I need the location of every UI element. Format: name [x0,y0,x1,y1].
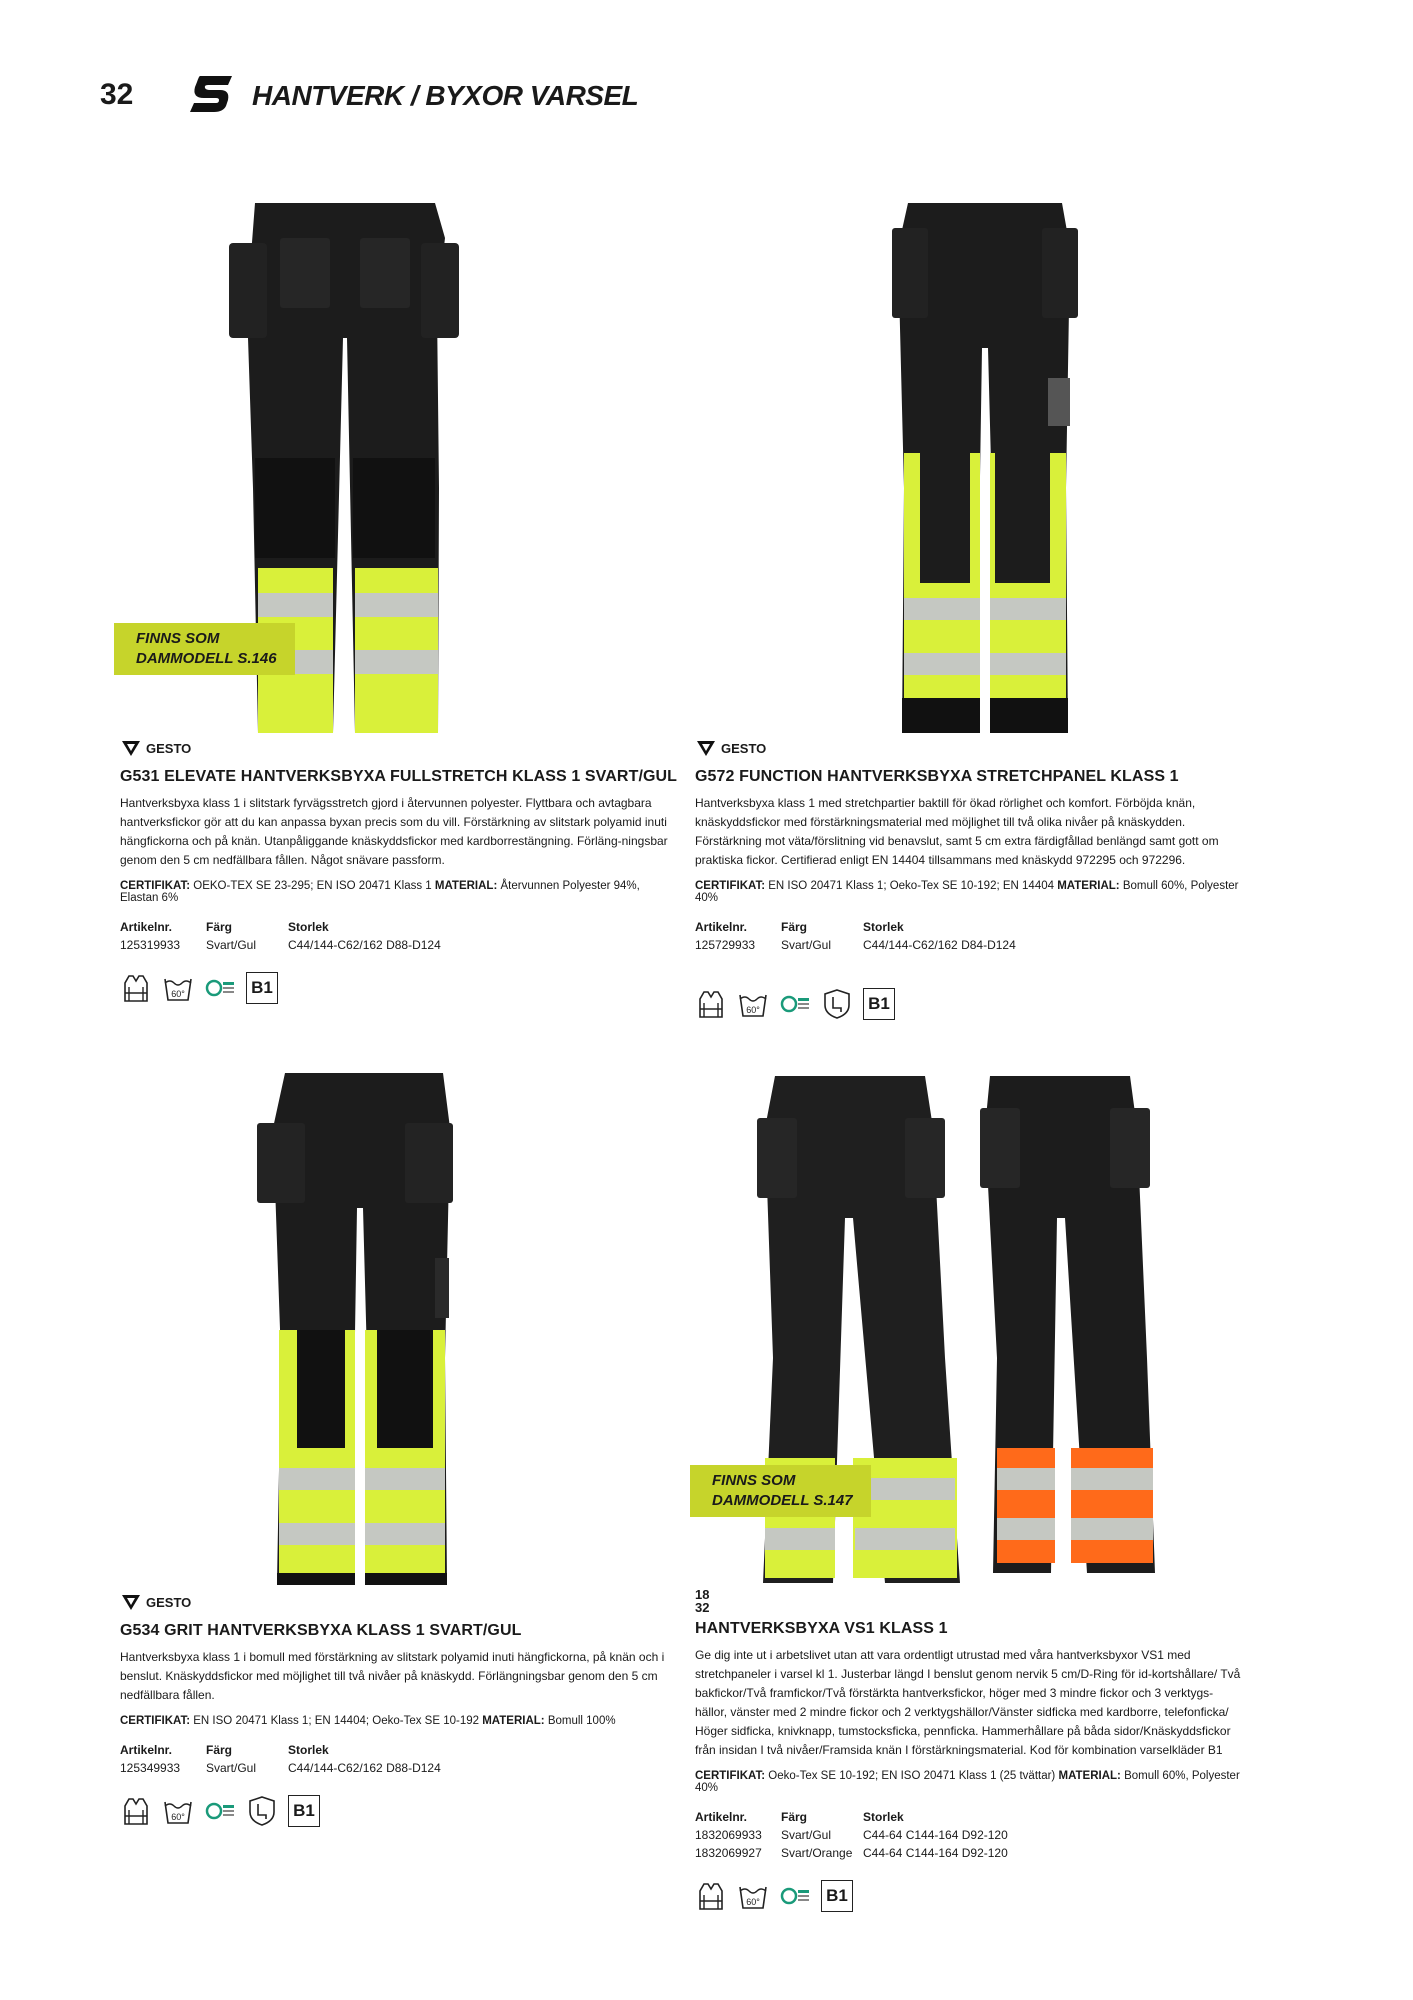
product-description: Hantverksbyxa klass 1 med stretchpartier baktill för ökad rörlighet och komfort. Förböjda knän, knäskyddsfickor med förstärkningsmaterial med möjlighet till två olika nivåer på knäskydden. Förstärkning mot väta/förslitning vid benavslut, samt 5 cm extra färdigfållad benlängd samt gott om praktiska fickor. Certifierad enligt EN 14404 tillsammans med knäskydd 972295 och 972296. [695,796,1219,867]
svg-text:60°: 60° [746,1897,760,1907]
product-description: Ge dig inte ut i arbetslivet utan att vara ordentligt utrustad med våra hantverksbyxor VS1 med stretchpaneler i varsel kl 1. Justerbar längd I benslut genom nervik 5 cm/D-Ring för id-kortshållare/ Två bakfickor/Två framfickor/Två förstärkta hantverksfickor, höger med 3 mindre fickor och 3 verktygs-hällor, vänster med 2 mindre fickor och 2 verktygshällor/Vänster sidficka med kardborre, telefonficka/ Höger sidficka, knivknapp, tumstocksficka, pennficka. Hammerhållare på båda sidor/Knäskyddsfickor från insidan I två nivåer/Framsida knän I förstärkningsmaterial. Kod för kombination varselkläder B1 [695,1648,1241,1757]
size-value: C44/144-C62/162 D88-D124 [288,1761,441,1775]
product-title: G572 FUNCTION HANTVERKSBYXA STRETCHPANEL KLASS 1 [695,768,1179,785]
combination-code-badge: B1 [246,972,278,1004]
product-image-g534 [255,1068,465,1588]
size-value: C44-64 C144-164 D92-120 [863,1828,1008,1842]
spec-header-color: Färg [206,1743,233,1757]
brand-label [695,738,1255,758]
knee-protection-icon [821,988,853,1020]
spec-header-color: Färg [781,920,808,934]
spec-header-size: Storlek [863,1810,904,1824]
page-title: HANTVERK / BYXOR VARSEL [252,80,639,111]
svg-text:60°: 60° [746,1005,760,1015]
color-value: Svart/Gul [781,938,832,952]
brand-line: 32 [695,1600,710,1615]
spec-header-article: Artikelnr. [695,1810,748,1824]
brand-line: 18 [695,1587,710,1602]
certification-icons [695,988,1255,1020]
spec-header-size: Storlek [863,920,904,934]
page-number: 32 [100,78,134,111]
spec-header-color: Färg [781,1810,808,1824]
brand-logo-icon [188,74,234,119]
spec-table [120,918,680,954]
gesto-logo-icon [120,739,142,757]
product-title: G531 ELEVATE HANTVERKSBYXA FULLSTRETCH KLASS 1 SVART/GUL [120,768,678,785]
oeko-tex-icon [204,1795,236,1827]
spec-header-article: Artikelnr. [120,1743,173,1757]
spec-header-color: Färg [206,920,233,934]
knee-protection-icon [246,1795,278,1827]
womens-model-badge: FINNS SOM DAMMODELL S.147 [690,1465,871,1517]
oeko-tex-icon [204,972,236,1004]
product-description: Hantverksbyxa klass 1 i slitstark fyrvägsstretch gjord i återvunnen polyester. Flyttbara och avtagbara hantverksfickor gör att du kan anpassa byxan precis som du vill. Förstärkning av slitstark polyamid inuti hängfickorna och på knän. Utanpåliggande knäskyddsfickor med kardborrestängning. Förläng-ningsbar genom den 5 cm nedfällbara fållen. Något snävare passform. [120,796,668,867]
spec-table [120,1741,680,1777]
certificate-line: CERTIFIKAT: Oeko-Tex SE 10-192; EN ISO 20471 Klass 1 (25 tvättar) MATERIAL: Bomull 60%, Polyester 40% [695,1770,1240,1794]
svg-text:60°: 60° [171,989,185,999]
womens-model-badge: FINNS SOM DAMMODELL S.146 [114,623,295,675]
combination-code-badge: B1 [863,988,895,1020]
gesto-logo-icon [695,739,717,757]
brand-name: GESTO [146,740,192,756]
size-value: C44/144-C62/162 D84-D124 [863,938,1016,952]
article-number: 125729933 [695,938,756,952]
article-number: 125319933 [120,938,181,952]
hi-vis-vest-icon [120,1795,152,1827]
product-card [120,1592,680,1827]
certification-icons [120,1795,680,1827]
article-number: 125349933 [120,1761,181,1775]
brand-label [695,1588,1255,1616]
oeko-tex-icon [779,1880,811,1912]
product-image-g572 [880,198,1090,733]
spec-table [695,918,1255,954]
brand-label [120,1592,680,1612]
spec-table [695,1808,1255,1862]
size-value: C44/144-C62/162 D88-D124 [288,938,441,952]
color-value: Svart/Orange [781,1846,853,1860]
article-number: 1832069927 [695,1846,762,1860]
combination-code-badge: B1 [288,1795,320,1827]
color-value: Svart/Gul [206,938,257,952]
spec-header-article: Artikelnr. [695,920,748,934]
brand-label [120,738,680,758]
gesto-logo-icon [120,1593,142,1611]
combination-code-badge: B1 [821,1880,853,1912]
certification-icons [120,972,680,1004]
certificate-line: CERTIFIKAT: EN ISO 20471 Klass 1; Oeko-Tex SE 10-192; EN 14404 MATERIAL: Bomull 60%, Polyester 40% [695,880,1239,904]
wash-60-icon [162,972,194,1004]
wash-60-icon [737,988,769,1020]
article-number: 1832069933 [695,1828,762,1842]
oeko-tex-icon [779,988,811,1020]
spec-header-article: Artikelnr. [120,920,173,934]
brand-name: GESTO [146,1594,192,1610]
product-description: Hantverksbyxa klass 1 i bomull med förstärkning av slitstark polyamid inuti hängfickorna, på knän och i benslut. Knäskyddsfickor med möjlighet till två nivåer på knäskydd. Förlängningsbar genom den 5 cm nedfällbara fållen. [120,1650,665,1702]
certificate-line: CERTIFIKAT: EN ISO 20471 Klass 1; EN 14404; Oeko-Tex SE 10-192 MATERIAL: Bomull 100% [120,1715,616,1727]
spec-header-size: Storlek [288,1743,329,1757]
color-value: Svart/Gul [206,1761,257,1775]
certification-icons [695,1880,1255,1912]
hi-vis-vest-icon [695,988,727,1020]
product-title: G534 GRIT HANTVERKSBYXA KLASS 1 SVART/GUL [120,1622,522,1639]
product-card [695,738,1255,1020]
hi-vis-vest-icon [695,1880,727,1912]
brand-name: GESTO [721,740,767,756]
color-value: Svart/Gul [781,1828,832,1842]
svg-text:60°: 60° [171,1812,185,1822]
size-value: C44-64 C144-164 D92-120 [863,1846,1008,1860]
wash-60-icon [162,1795,194,1827]
hi-vis-vest-icon [120,972,152,1004]
certificate-line: CERTIFIKAT: OEKO-TEX SE 23-295; EN ISO 20471 Klass 1 MATERIAL: Återvunnen Polyester 94%, Elastan 6% [120,880,640,904]
product-title: HANTVERKSBYXA VS1 KLASS 1 [695,1620,948,1637]
wash-60-icon [737,1880,769,1912]
product-card [120,738,680,1004]
product-card [695,1588,1255,1912]
spec-header-size: Storlek [288,920,329,934]
